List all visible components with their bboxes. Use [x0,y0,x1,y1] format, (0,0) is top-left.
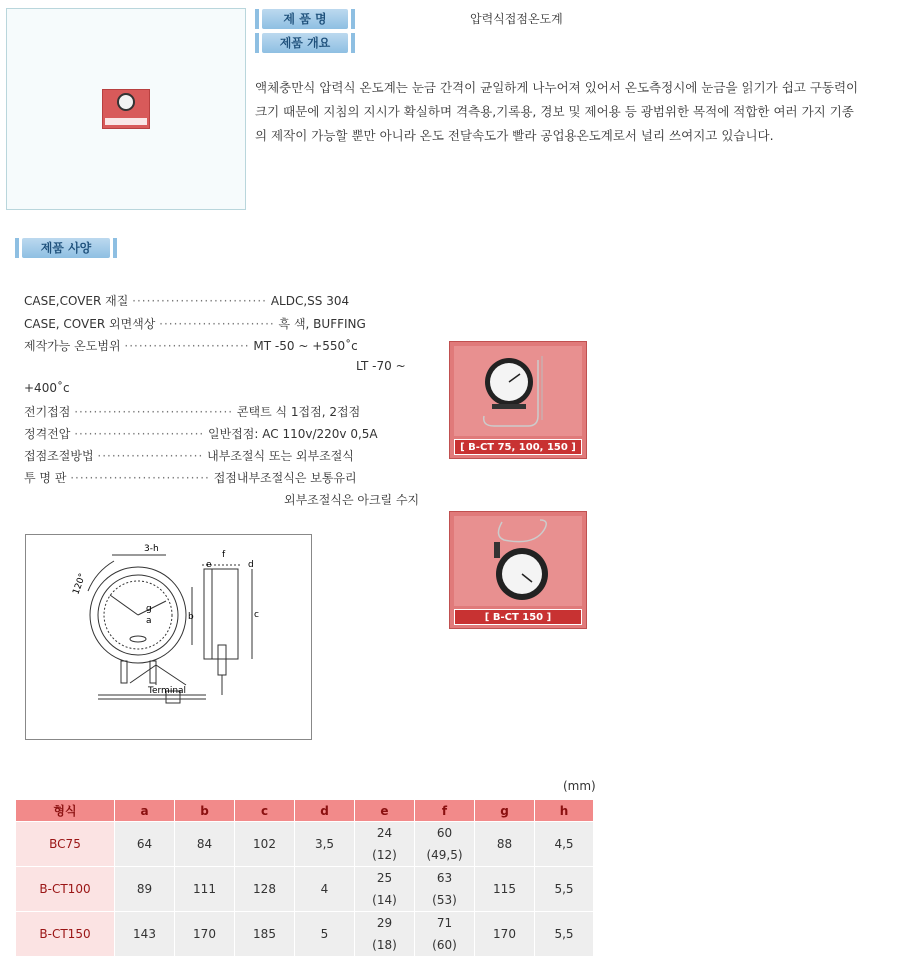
unit-label: (mm) [563,779,596,793]
spec-row [24,469,357,486]
dimension-table [15,799,594,957]
table-row [16,822,594,867]
spec-row [24,337,358,354]
product-card-bct-150[interactable] [449,511,587,629]
spec-dots: ···························· [132,294,267,308]
cell-e-sub: (18) [372,938,397,952]
product-thumbnail[interactable] [102,89,150,129]
spec-dots: ························ [159,317,275,331]
product-name-label-tab [255,9,355,29]
product-photo [454,346,582,436]
product-photo-frame [6,8,246,210]
model-cell: B-CT150 [16,912,115,957]
cell-e-main: 25 [376,871,393,885]
terminal-label: Terminal [148,686,187,696]
cell-f-sub: (49,5) [426,848,463,862]
cell: 170 [475,912,535,957]
spec-value: ALDC,SS 304 [270,294,350,308]
spec-value: 내부조절식 또는 외부조절식 [207,449,354,463]
dim-c: c [254,610,259,620]
spec-value: 콘택트 식 1접점, 2접점 [236,405,361,419]
product-card-caption: [ B-CT 150 ] [454,609,582,625]
spec-row [24,403,360,420]
spec-label: CASE,COVER 재질 [24,294,129,308]
spec-row [24,292,349,309]
cell-e-main: 29 [376,916,393,930]
cell-f [415,912,475,957]
dim-g: g [146,604,152,614]
tab-bar-left [15,238,19,258]
cell-e-sub: (14) [372,893,397,907]
spec-dots: ································· [74,405,234,419]
spec-value: 접점내부조절식은 보통유리 [213,471,357,485]
tab-bar-right [351,9,355,29]
col-header: d [295,800,355,822]
cell: 5 [295,912,355,957]
gauge-dimension-diagram [26,535,311,739]
spec-dots: ·························· [124,339,250,353]
overview-line: 의 제작이 가능할 뿐만 아니라 온도 전달속도가 빨라 공업용온도계로서 널리 쓰여지고 있습니다. [255,128,774,143]
col-header: a [115,800,175,822]
col-header: g [475,800,535,822]
dim-e: e [206,560,212,570]
cell-e [355,822,415,867]
cell: 111 [175,867,235,912]
tab-bar-left [255,33,259,53]
dimension-drawing [25,534,312,740]
cell-f [415,822,475,867]
spec-dots: ····························· [70,471,210,485]
dim-3h: 3-h [144,544,159,554]
product-card-caption: [ B-CT 75, 100, 150 ] [454,439,582,455]
col-header: 형식 [16,800,115,822]
thumbnail-caption-strip [105,118,147,125]
table-row [16,867,594,912]
dim-b: b [188,612,194,622]
spec-label: 전기접점 [24,405,71,419]
gauge-photo-icon [454,516,584,608]
spec-dots: ··························· [74,427,205,441]
product-overview-text [255,76,900,148]
product-overview-label: 제품 개요 [262,33,348,53]
product-name-value: 압력식접점온도계 [470,12,563,26]
spec-label: 투 명 판 [24,471,67,485]
gauge-icon [117,93,135,111]
cell-e-main: 24 [376,826,393,840]
cell: 88 [475,822,535,867]
cell: 115 [475,867,535,912]
cell-f-main: 71 [436,916,453,930]
dim-a: a [146,616,152,626]
model-cell: B-CT100 [16,867,115,912]
cell-e [355,912,415,957]
cell-f-main: 60 [436,826,453,840]
product-spec-label-tab [15,238,117,258]
tab-bar-right [113,238,117,258]
cell-f-main: 63 [436,871,453,885]
spec-value: MT -50 ~ +550˚c [253,339,358,353]
spec-row [24,447,354,464]
col-header: e [355,800,415,822]
product-photo [454,516,582,606]
spec-value: 흑 색, BUFFING [278,317,366,331]
dim-angle: 120° [71,572,89,597]
overview-line: 크기 때문에 지침의 지시가 확실하며 격측용,기록용, 경보 및 제어용 등 광범위한 목적에 적합한 여러 가지 기종 [255,104,854,119]
dim-d: d [248,560,254,570]
cell: 64 [115,822,175,867]
spec-range-tail: +400˚c [24,381,70,395]
spec-label: 정격전압 [24,427,71,441]
table-header-row [16,800,594,822]
product-spec-label: 제품 사양 [22,238,110,258]
cell: 170 [175,912,235,957]
col-header: f [415,800,475,822]
cell-f [415,867,475,912]
product-overview-label-tab [255,33,355,53]
cell: 128 [235,867,295,912]
spec-dots: ······················ [97,449,204,463]
spec-row [24,315,366,332]
cell: 5,5 [535,912,594,957]
spec-acrylic-continuation: 외부조절식은 아크릴 수지 [284,493,420,507]
cell-e-sub: (12) [372,848,397,862]
col-header: c [235,800,295,822]
col-header: b [175,800,235,822]
spec-value: 일반접점: AC 110v/220v 0,5A [208,427,378,441]
cell: 5,5 [535,867,594,912]
product-card-bct-75-100-150[interactable] [449,341,587,459]
table-row [16,912,594,957]
cell: 3,5 [295,822,355,867]
model-cell: BC75 [16,822,115,867]
cell: 89 [115,867,175,912]
cell: 4,5 [535,822,594,867]
cell-f-sub: (60) [432,938,457,952]
tab-bar-left [255,9,259,29]
cell: 102 [235,822,295,867]
tab-bar-right [351,33,355,53]
cell: 4 [295,867,355,912]
cell-e [355,867,415,912]
cell: 143 [115,912,175,957]
product-name-label: 제 품 명 [262,9,348,29]
spec-label: 접점조절방법 [24,449,94,463]
gauge-photo-icon [454,346,584,438]
col-header: h [535,800,594,822]
overview-line: 액체충만식 압력식 온도계는 눈금 간격이 균일하게 나누어져 있어서 온도측정시에 눈금을 읽기가 쉽고 구동력이 [255,80,859,95]
spec-row [24,425,378,442]
cell: 185 [235,912,295,957]
spec-label: 제작가능 온도범위 [24,339,121,353]
spec-label: CASE, COVER 외면색상 [24,317,156,331]
spec-range-continuation: LT -70 ~ [356,359,406,373]
cell-f-sub: (53) [432,893,457,907]
cell: 84 [175,822,235,867]
dim-f: f [222,550,226,560]
